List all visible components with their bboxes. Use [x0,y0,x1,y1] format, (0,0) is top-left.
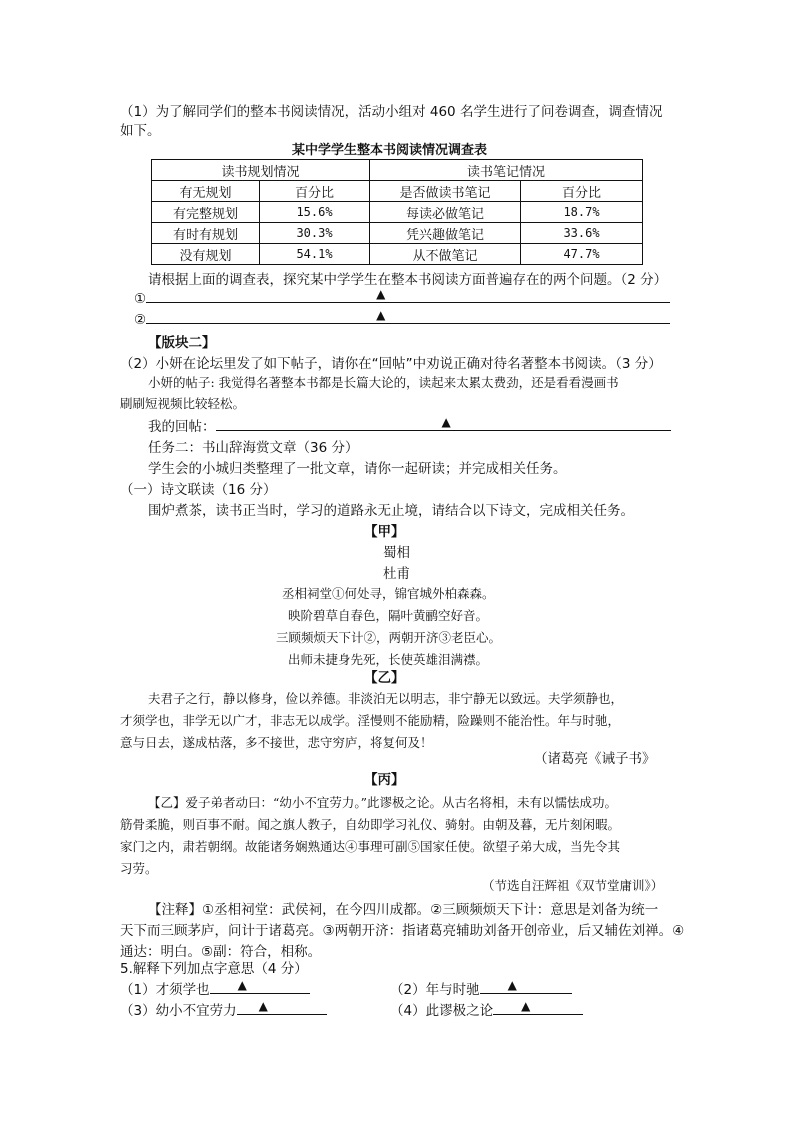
poem-line: 映阶碧草自春色，隔叶黄鹂空好音。 [288,608,489,623]
bing-line: 【乙】爱子弟者动曰：“幼小不宜劳力。”此谬极之论。从古名将相，未有以懦怯成功。 [148,795,618,810]
table-cell: 从不做笔记 [370,244,521,265]
task-two-intro: 学生会的小城归类整理了一批文章，请你一起研读；并完成相关任务。 [148,461,567,477]
subheader-cell: 是否做读书笔记 [370,181,521,202]
table-title: 某中学学生整本书阅读情况调查表 [292,143,488,158]
q1-line1: （1）为了解同学们的整本书阅读情况，活动小组对 460 名学生进行了问卷调查，调查情况 [120,104,663,120]
poem-line: 三顾频烦天下计②，两朝开济③老臣心。 [276,630,502,645]
yi-source: （诸葛亮《诫子书》 [534,751,656,767]
table-cell: 15.6% [260,202,370,223]
q2-text: （2）小妍在论坛里发了如下帖子，请你在“回帖”中劝说正确对待名著整本书阅读。（3 分） [120,356,662,372]
poem-line: 出师未捷身先死，长使英雄泪满襟。 [288,652,489,667]
q1-prompt: 请根据上面的调查表，探究某中学学生在整本书阅读方面普遍存在的两个问题。（2 分） [148,272,668,288]
q5-item [390,978,572,998]
table-row [152,202,643,223]
yi-line: 夫君子之行，静以修身，俭以养德。非淡泊无以明志，非宁静无以致远。夫学须静也， [148,691,624,706]
subheader-cell: 有无规划 [152,181,260,202]
yi-line: 意与日去，遂成枯落，多不接世，悲守穷庐，将复何及！ [120,735,433,750]
q5-title: 5.解释下列加点字意思（4 分） [120,961,308,977]
q5-item-text: （4）此谬极之论 [390,1003,494,1019]
header-plan: 读书规划情况 [152,160,370,181]
notes-line: 通达：明白。⑤副：符合，相称。 [120,944,322,960]
post-line1 [148,373,619,391]
notes-line: 【注释】①丞相祠堂：武侯祠，在今四川成都。②三顾频烦天下计：意思是刘备为统一 [148,902,659,918]
bing-label: 【丙】 [364,772,405,788]
post-text: 小妍的帖子: 我觉得名著整本书都是长篇大论的，读起来太累太费劲，还是看看漫画书 [148,375,619,390]
triangle-icon: ▲ [441,415,451,429]
answer-number: ② [134,312,147,328]
answer-blank[interactable] [146,308,670,324]
q5-item [120,978,310,998]
triangle-icon: ▲ [237,978,247,992]
bing-line: 习劳。 [120,861,158,876]
subheader-cell: 百分比 [260,181,370,202]
subheader-cell: 百分比 [521,181,643,202]
answer-blank[interactable] [146,287,670,303]
q1-line2: 如下。 [120,123,161,139]
post-line2: 刷刷短视频比较轻松。 [120,396,246,411]
bing-source: （节选自汪辉祖《双节堂庸训》） [482,878,664,893]
yi-line: 才须学也，非学无以广才，非志无以成学。淫慢则不能励精，险躁则不能治性。年与时驰， [120,713,621,728]
q5-blank[interactable] [480,978,572,994]
bing-line: 筋骨柔脆，则百事不耐。闻之旗人教子，自幼即学习礼仪、骑射。由朝及暮，无片刻闲暇。 [120,817,621,832]
table-cell: 47.7% [521,244,643,265]
q5-item-text: （1）才须学也 [120,982,210,998]
answer-line-2 [134,308,670,328]
q5-item [390,999,583,1019]
table-header-row [152,160,643,181]
q5-item [120,999,327,1019]
reply-blank[interactable] [216,415,671,431]
task-two-title: 任务二：书山辞海赏文章（36 分） [148,440,359,456]
answer-number: ① [134,291,147,307]
table-cell: 有完整规划 [152,202,260,223]
poem-line: 丞相祠堂①何处寻，锦官城外柏森森。 [282,586,495,601]
table-cell: 有时有规划 [152,223,260,244]
answer-line-1 [134,287,670,307]
triangle-icon: ▲ [521,999,531,1013]
jia-label: 【甲】 [364,524,405,540]
q5-item-text: （2）年与时驰 [390,982,480,998]
table-row [152,244,643,265]
poem-title: 蜀相 [383,545,410,561]
table-subheader-row [152,181,643,202]
triangle-icon: ▲ [258,999,268,1013]
task-lead: 围炉煮茶，读书正当时，学习的道路永无止境，请结合以下诗文，完成相关任务。 [148,503,634,519]
q5-blank[interactable] [493,999,583,1015]
table-cell: 凭兴趣做笔记 [370,223,521,244]
table-cell: 每读必做笔记 [370,202,521,223]
table-cell: 33.6% [521,223,643,244]
q5-blank[interactable] [237,999,327,1015]
notes-line: 天下而三顾茅庐，问计于诸葛亮。③两朝开济：指诸葛亮辅助刘备开创帝业，后又辅佐刘禅。④ [120,923,685,939]
reply-label: 我的回帖： [148,419,216,435]
header-notes: 读书笔记情况 [370,160,643,181]
table-row [152,223,643,244]
table-cell: 18.7% [521,202,643,223]
reply-row [148,415,671,435]
part-one-title: （一）诗文联读（16 分） [120,482,277,498]
table-cell: 没有规划 [152,244,260,265]
survey-table [151,159,643,265]
q5-item-text: （3）幼小不宜劳力 [120,1003,237,1019]
triangle-icon: ▲ [507,978,517,992]
yi-label: 【乙】 [364,670,405,686]
q5-blank[interactable] [210,978,310,994]
triangle-icon: ▲ [376,308,386,322]
bing-line: 家门之内，肃若朝纲。故能诸务娴熟通达④事理可副⑤国家任使。欲望子弟大成，当先令其 [120,839,621,854]
poem-author: 杜甫 [383,566,410,582]
table-cell: 54.1% [260,244,370,265]
table-cell: 30.3% [260,223,370,244]
section-two-title: 【版块二】 [148,335,216,351]
triangle-icon: ▲ [376,287,386,301]
